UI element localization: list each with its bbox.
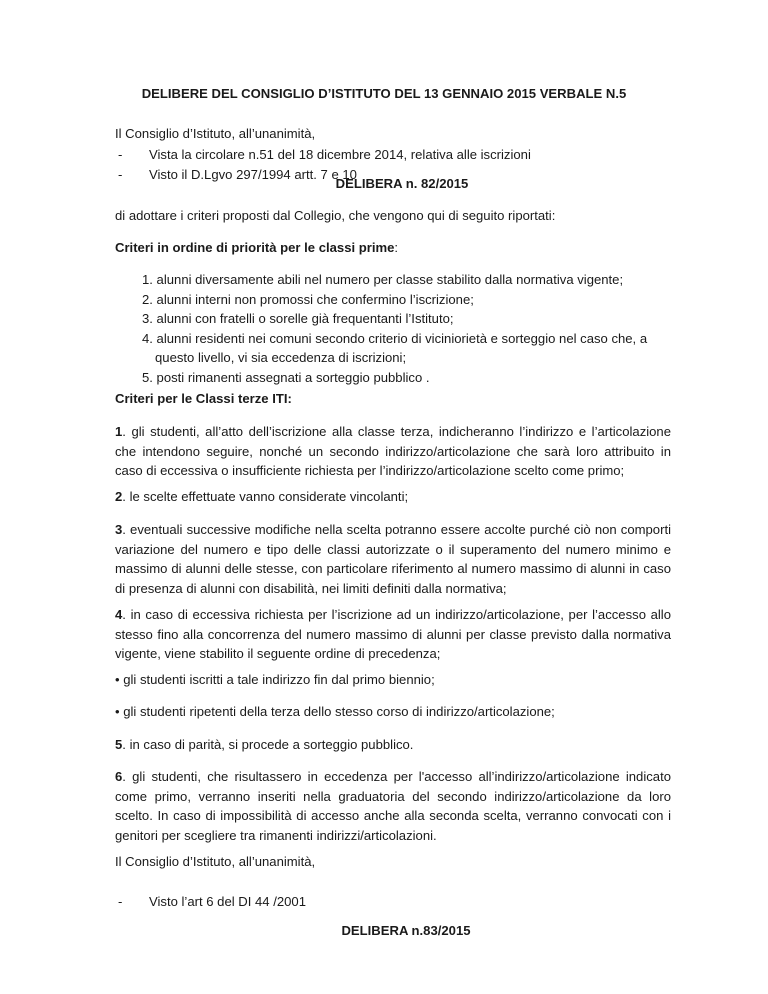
delibera-82-heading: DELIBERA n. 82/2015 [335, 176, 469, 191]
visti-item: - Visto il D.Lgvo 297/1994 artt. 7 e 10 [118, 166, 357, 182]
criteri-terze-paragraph-6: 6. gli studenti, che risultassero in eccedenza per l'accesso all’indirizzo/articolazione indicato come primo, verranno inseriti nella graduatoria del secondo indirizzo/articolazione da loro scelto. In caso di impossibilità di accesso anche alla seconda scelta, verranno convocati con i genitori per scegliere tra rimanenti indirizzi/articolazioni. [115, 769, 671, 843]
precedenza-bullet-1: • gli studenti iscritti a tale indirizzo fin dal primo biennio; [115, 672, 435, 687]
criteri-prime-list [142, 270, 662, 388]
adottare-paragraph: di adottare i criteri proposti dal Collegio, che vengono qui di seguito riportati: [115, 208, 556, 223]
intro-paragraph-2: Il Consiglio d’Istituto, all’unanimità, [115, 854, 316, 869]
criteri-prime-heading: Criteri in ordine di priorità per le classi prime: [115, 240, 399, 255]
visti-item: - Visto l’art 6 del DI 44 /2001 [118, 894, 306, 909]
criteri-prime-item: 3. alunni con fratelli o sorelle già frequentanti l’Istituto; [142, 311, 454, 327]
intro-paragraph-1: Il Consiglio d’Istituto, all’unanimità, [115, 126, 316, 141]
criteri-terze-paragraph-2: 2. le scelte effettuate vanno considerate vincolanti; [115, 489, 409, 504]
document-title: DELIBERE DEL CONSIGLIO D’ISTITUTO DEL 13 GENNAIO 2015 VERBALE N.5 [141, 86, 627, 101]
criteri-prime-item: 1. alunni diversamente abili nel numero per classe stabilito dalla normativa vigente; [142, 272, 624, 287]
delibera-83-heading: DELIBERA n.83/2015 [341, 923, 471, 938]
visti-list-2 [115, 892, 675, 912]
criteri-terze-paragraph-3: 3. eventuali successive modifiche nella scelta potranno essere accolte purché ciò non comporti variazione del numero e tipo delle classi autorizzate o il superamento del numero minimo e massimo di alunni delle stesse, con particolare riferimento al numero massimo di alunni in caso di presenza di alunni con disabilità, nei limiti definiti dalla normativa; [115, 522, 671, 596]
criteri-terze-paragraph-1: 1. gli studenti, all’atto dell’iscrizione alla classe terza, indicheranno l’indirizzo e l’articolazione che intendono seguire, nonché un secondo indirizzo/articolazione che sarà loro attribuito in caso di eccessiva o insufficiente richiesta per l’indirizzo/articolazione scelto come primo; [115, 424, 671, 479]
visti-item: - Vista la circolare n.51 del 18 dicembre 2014, relativa alle iscrizioni [118, 147, 531, 162]
criteri-prime-item: 2. alunni interni non promossi che confermino l’iscrizione; [142, 291, 474, 307]
criteri-terze-paragraph-4: 4. in caso di eccessiva richiesta per l’iscrizione ad un indirizzo/articolazione, per l’accesso allo stesso fino alla concorrenza del numero massimo di alunni per classe previsto dalla normativa vigente, viene stabilito il seguente ordine di precedenza; [115, 607, 671, 662]
criteri-terze-heading: Criteri per le Classi terze ITI: [115, 391, 292, 406]
criteri-terze-paragraph-5: 5. in caso di parità, si procede a sorteggio pubblico. [115, 737, 414, 752]
criteri-prime-item: 4. alunni residenti nei comuni secondo criterio di viciniorietà e sorteggio nel caso che, a [142, 330, 648, 346]
criteri-prime-item: 5. posti rimanenti assegnati a sorteggio pubblico . [142, 369, 430, 385]
criteri-prime-item-continued: questo livello, vi sia eccedenza di iscrizioni; [155, 350, 407, 366]
precedenza-bullet-2: • gli studenti ripetenti della terza dello stesso corso di indirizzo/articolazione; [115, 704, 555, 719]
